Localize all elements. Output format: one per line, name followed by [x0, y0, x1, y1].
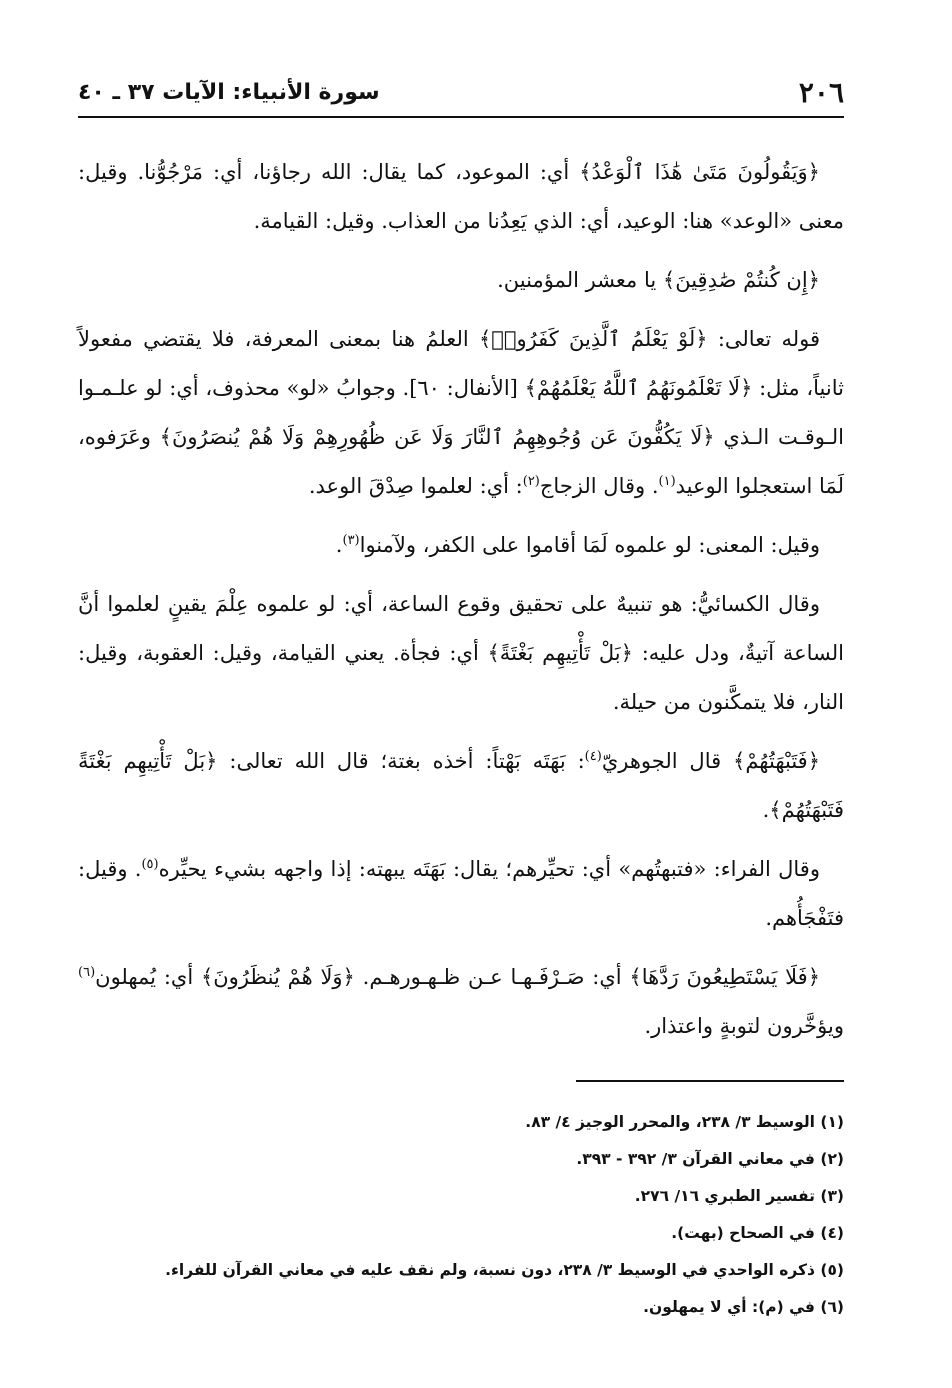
text-run: يا معشر المؤمنين.: [497, 268, 663, 292]
text-run: أي: يُمهلون: [95, 965, 201, 989]
footnote-ref: (٢): [522, 474, 540, 489]
footnotes: [78, 1104, 844, 1326]
text-run: وقال الكسائيُّ: هو تنبيهٌ على تحقيق وقوع الساعة، أي: لو علموه عِلْمَ يقينٍ لعلموا أنَّ الساعة آتيةٌ، ودل عليه:: [78, 592, 844, 665]
footnote-ref: (٦): [78, 965, 96, 980]
text-run: وعَرَفوه، لَمَا استعجلوا الوعيد: [78, 425, 844, 498]
footnote: (٣) تفسير الطبري ١٦/ ٢٧٦.: [634, 1187, 844, 1205]
footnote-ref: (٤): [584, 749, 602, 764]
quran-verse: ﴿لَا يَكُفُّونَ عَن وُجُوهِهِمُ ٱلنَّارَ وَلَا عَن ظُهُورِهِمْ وَلَا هُمْ يُنصَرُونَ﴾: [159, 425, 715, 449]
footnote: (٥) ذكره الواحدي في الوسيط ٣/ ٢٣٨، دون نسبة، ولم نقف عليه في معاني القرآن للفراء.: [165, 1261, 844, 1279]
footnote-divider: [576, 1080, 844, 1082]
paragraph: [78, 953, 844, 1051]
text-run: [الأنفال: ٦٠]. وجوابُ «لو» محذوف، أي: لو علـمـوا الـوقـت الـذي: [78, 376, 844, 449]
page-number: ٢٠٦: [798, 76, 844, 109]
text-run: . وقال الزجاج: [539, 474, 659, 498]
quran-verse: ﴿لَوْ يَعْلَمُ ٱلَّذِينَ كَفَرُوا۟﴾: [478, 327, 708, 351]
quran-verse: ﴿وَلَا هُمْ يُنظَرُونَ﴾: [200, 965, 355, 989]
text-run: العلمُ هنا بمعنى المعرفة، فلا يقتضي مفعولاً ثانياً، مثل:: [78, 327, 844, 400]
text-run: وقال الفراء: «فتبهتُهم» أي: تحيِّرهم؛ يقال: بَهَتَه يبهته: إذا واجهه بشيء يحيِّره: [158, 857, 820, 881]
footnote-ref: (٣): [342, 533, 360, 548]
paragraph: [78, 845, 844, 943]
quran-verse: ﴿بَلْ تَأْتِيهِم بَغْتَةً فَتَبْهَتُهُمْ﴾: [78, 749, 844, 822]
paragraph: [78, 580, 844, 727]
footnote: (١) الوسيط ٣/ ٢٣٨، والمحرر الوجيز ٤/ ٨٣.: [525, 1113, 844, 1131]
quran-verse: ﴿وَيَقُولُونَ مَتَىٰ هَٰذَا ٱلْوَعْدُ﴾: [579, 160, 820, 184]
page-header: [78, 70, 844, 118]
footnote-ref: (٥): [141, 857, 159, 872]
footnote: (٦) في (م): أي لا يمهلون.: [643, 1298, 844, 1316]
footnote-ref: (١): [658, 474, 676, 489]
footnote: (٢) في معاني القرآن ٣/ ٣٩٢ - ٣٩٣.: [576, 1150, 844, 1168]
quran-verse: ﴿فَتَبْهَتُهُمْ﴾: [733, 749, 821, 773]
text-run: ويؤخَّرون لتوبةٍ واعتذار.: [644, 1014, 844, 1038]
text-run: . وقيل: فتَفْجَأُهم.: [78, 857, 844, 930]
quran-verse: ﴿بَلْ تَأْتِيهِم بَغْتَةً﴾: [487, 641, 633, 665]
text-run: أي: الموعود، كما يقال: الله رجاؤنا، أي: مَرْجُوُّنا. وقيل: معنى «الوعد» هنا: الوعيد، أي: الذي يَعِدُنا من العذاب. وقيل: القيامة.: [78, 160, 844, 233]
text-run: .: [335, 533, 343, 557]
main-text: [78, 148, 844, 1061]
text-run: قال الجوهريّ: [601, 749, 734, 773]
text-run: أي: فجأة. يعني القيامة، وقيل: العقوبة، وقيل: النار، فلا يتمكَّنون من حيلة.: [78, 641, 844, 714]
quran-verse: ﴿لَا تَعْلَمُونَهُمُ ٱللَّهُ يَعْلَمُهُمْ﴾: [524, 376, 753, 400]
text-run: .: [762, 798, 770, 822]
paragraph: [78, 148, 844, 246]
text-run: قوله تعالى:: [707, 327, 820, 351]
paragraph: [78, 315, 844, 511]
text-run: أي: صَـرْفَـهـا عـن ظـهـورهـم.: [354, 965, 630, 989]
quran-verse: ﴿إِن كُنتُمْ صَٰدِقِينَ﴾: [662, 268, 820, 292]
paragraph: [78, 256, 844, 305]
text-run: : أي: لعلموا صِدْقَ الوعد.: [308, 474, 523, 498]
quran-verse: ﴿فَلَا يَسْتَطِيعُونَ رَدَّهَا﴾: [629, 965, 821, 989]
paragraph: [78, 737, 844, 835]
text-run: : بَهَتَه بَهْتاً: أخذه بغتة؛ قال الله تعالى:: [217, 749, 585, 773]
paragraph: [78, 521, 844, 570]
running-title: سورة الأنبياء: الآيات ٣٧ ـ ٤٠: [78, 80, 380, 105]
footnote: (٤) في الصحاح (بهت).: [671, 1224, 844, 1242]
text-run: وقيل: المعنى: لو علموه لَمَا أقاموا على الكفر، ولآمنوا: [359, 533, 820, 557]
